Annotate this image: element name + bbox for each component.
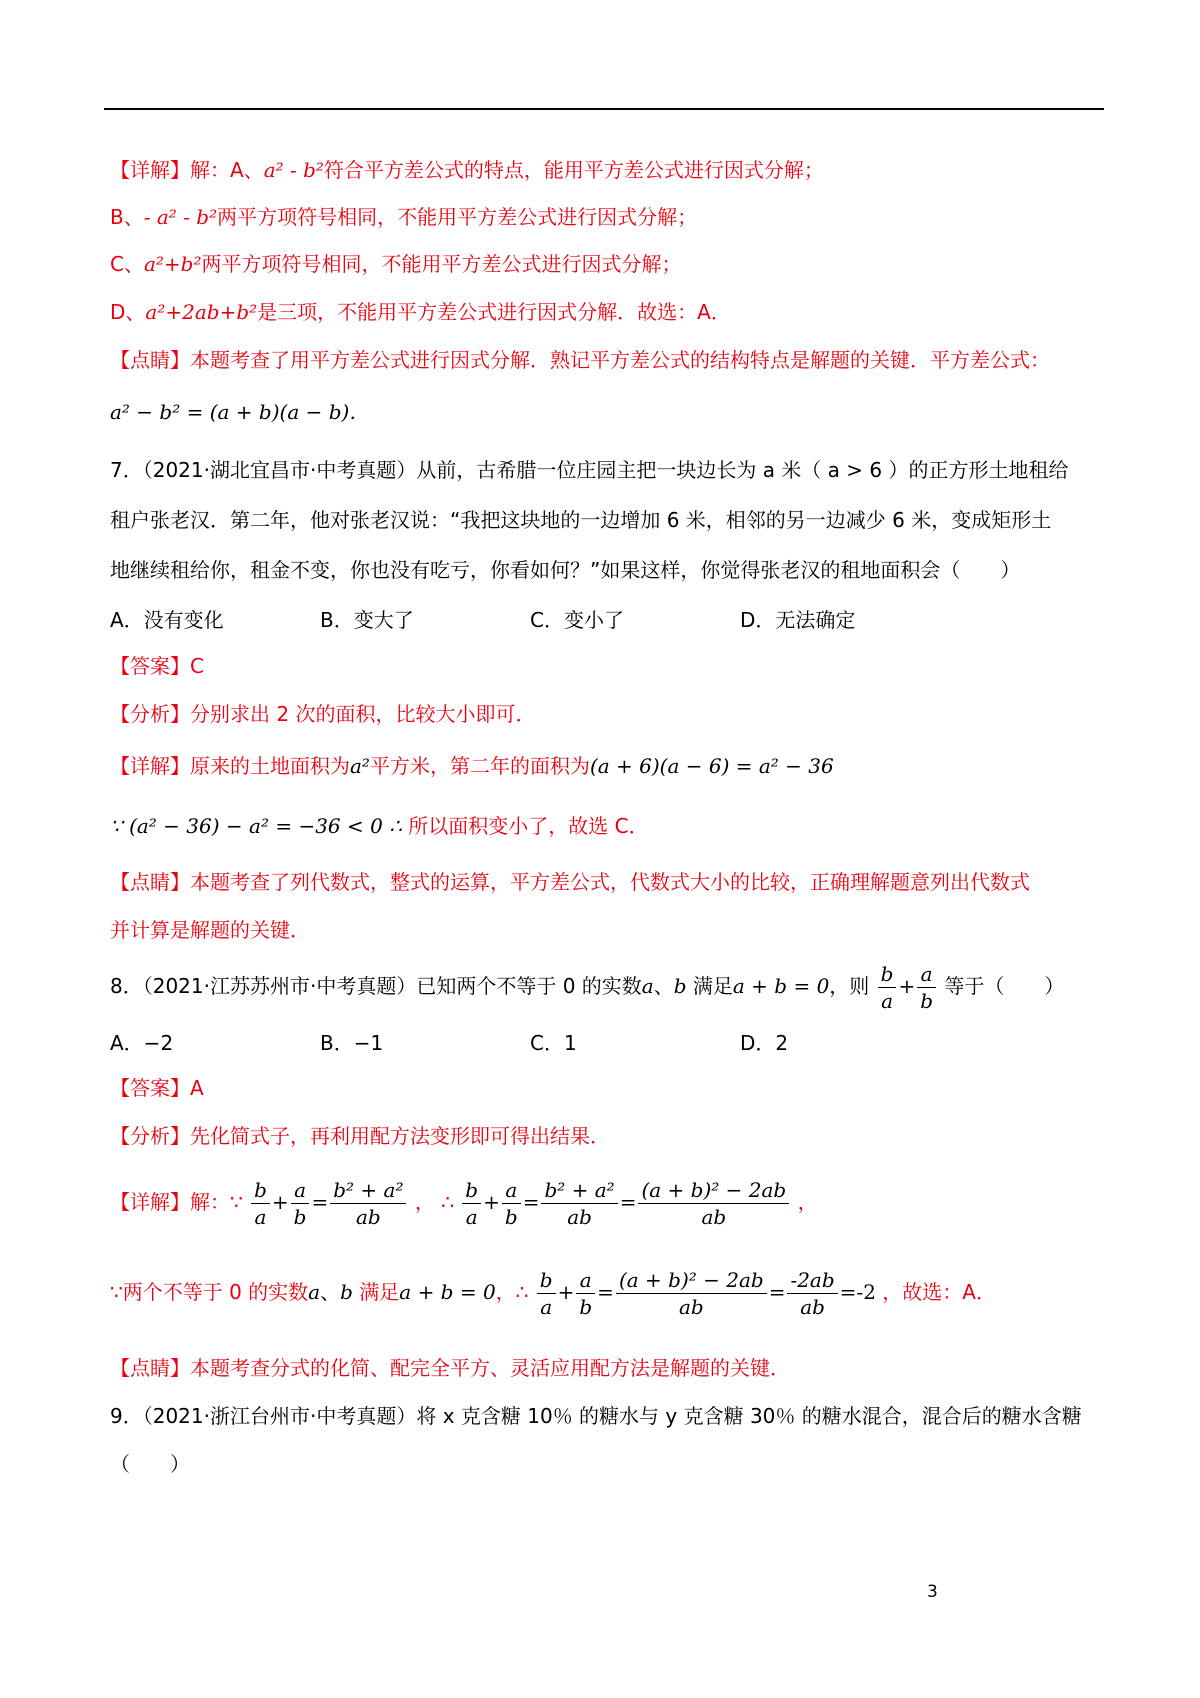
q7-answer: 【答案】C <box>110 654 204 678</box>
fraction-b-over-a: $\frac{b}{a}$ <box>878 961 897 1014</box>
q8-analysis: 【分析】先化简式子，再利用配方法变形即可得出结果． <box>110 1124 610 1148</box>
fraction-neg: $\frac{-2ab}{ab}$ <box>787 1267 837 1320</box>
q6-option-d-line: D、a²+2ab+b²是三项，不能用平方差公式进行因式分解．故选：A． <box>110 300 731 324</box>
q8-option-c: C．1 <box>530 1031 577 1055</box>
fraction-b-over-a: $\frac{b}{a}$ <box>251 1177 270 1230</box>
q9-stem-line-2: （ ） <box>110 1452 190 1476</box>
q8-stem: 8．（2021·江苏苏州市·中考真题）已知两个不等于 0 的实数a、b 满足a + b = 0，则 $\frac{b}{a}$ + $\frac{a}{b}$ 等于（ ） <box>110 962 1065 1013</box>
fraction-b-over-a: $\frac{b}{a}$ <box>537 1267 556 1320</box>
q7-review-line-1: 【点睛】本题考查了列代数式，整式的运算，平方差公式，代数式大小的比较，正确理解题意列出代数式 <box>110 870 1030 894</box>
q7-option-d: D．无法确定 <box>740 608 856 632</box>
q6-detail-line: 【详解】解：A、a² - b²符合平方差公式的特点，能用平方差公式进行因式分解； <box>110 158 824 182</box>
fraction-sum: $\frac{\text{b² + a²}}{ab}$ <box>541 1177 617 1230</box>
q6-formula: a² − b² = (a + b)(a − b)． <box>110 400 370 424</box>
fraction-square: $\frac{\text{(a + b)² − 2ab}}{ab}$ <box>616 1267 767 1320</box>
q8-because: ∵两个不等于 0 的实数a、b 满足a + b = 0，∴ $\frac{b}{a}$ + $\frac{a}{b}$ = $\frac{\text{(a + b)² − 2ab}}{ab}$ = $\frac{-2ab}{ab}$ =-2 ，故选：A． <box>110 1268 996 1319</box>
q7-option-c: C．变小了 <box>530 608 624 632</box>
fraction-a-over-b: $\frac{a}{b}$ <box>291 1177 310 1230</box>
q7-detail: 【详解】原来的土地面积为a²平方米，第二年的面积为(a + 6)(a − 6) = a² − 36 <box>110 754 834 778</box>
q7-stem-line-3: 地继续租给你，租金不变，你也没有吃亏，你看如何？”如果这样，你觉得张老汉的租地面积会（ ） <box>110 558 1021 582</box>
q7-stem-line-1: 7．（2021·湖北宜昌市·中考真题）从前，古希腊一位庄园主把一块边长为 a 米（ a > 6 ）的正方形土地租给 <box>110 458 1069 482</box>
fraction-b-over-a: $\frac{b}{a}$ <box>462 1177 481 1230</box>
q8-option-b: B．−1 <box>320 1031 384 1055</box>
fraction-a-over-b: $\frac{a}{b}$ <box>917 961 936 1014</box>
q7-option-b: B．变大了 <box>320 608 414 632</box>
header-rule <box>104 108 1104 110</box>
q7-stem-line-2: 租户张老汉．第二年，他对张老汉说：“我把这块地的一边增加 6 米，相邻的另一边减少 6 米，变成矩形土 <box>110 508 1052 532</box>
q7-option-a: A．没有变化 <box>110 608 224 632</box>
q8-option-d: D．2 <box>740 1031 789 1055</box>
q8-detail: 【详解】解：∵ $\frac{b}{a}$ + $\frac{a}{b}$ = $\frac{\text{b² + a²}}{ab}$ ， ∴ $\frac{b}{a}$ + $\frac{a}{b}$ = $\frac{\text{b² + a²}}{ab}$ = $\frac{\text{(a + b)² − 2ab}}{ab}$ ， <box>110 1178 818 1229</box>
q8-answer: 【答案】A <box>110 1076 204 1100</box>
q8-option-a: A．−2 <box>110 1031 174 1055</box>
q7-review-line-2: 并计算是解题的关键． <box>110 918 310 942</box>
q7-because: ∵ (a² − 36) − a² = −36 < 0 ∴ 所以面积变小了，故选 C． <box>110 814 649 838</box>
fraction-a-over-b: $\frac{a}{b}$ <box>502 1177 521 1230</box>
page-number: 3 <box>927 1582 938 1602</box>
q6-review-line: 【点睛】本题考查了用平方差公式进行因式分解．熟记平方差公式的结构特点是解题的关键．平方差公式： <box>110 348 1050 372</box>
q7-analysis: 【分析】分别求出 2 次的面积，比较大小即可． <box>110 702 536 726</box>
q8-review: 【点睛】本题考查分式的化简、配完全平方、灵活应用配方法是解题的关键． <box>110 1356 790 1380</box>
q6-option-b-line: B、- a² - b²两平方项符号相同，不能用平方差公式进行因式分解； <box>110 205 698 229</box>
fraction-sum: $\frac{\text{b² + a²}}{ab}$ <box>330 1177 406 1230</box>
fraction-square: $\frac{\text{(a + b)² − 2ab}}{ab}$ <box>638 1177 789 1230</box>
q9-stem-line-1: 9．（2021·浙江台州市·中考真题）将 x 克含糖 10％ 的糖水与 y 克含糖 30％ 的糖水混合，混合后的糖水含糖 <box>110 1404 1082 1428</box>
q6-option-c-line: C、a²+b²两平方项符号相同，不能用平方差公式进行因式分解； <box>110 252 682 276</box>
fraction-a-over-b: $\frac{a}{b}$ <box>576 1267 595 1320</box>
